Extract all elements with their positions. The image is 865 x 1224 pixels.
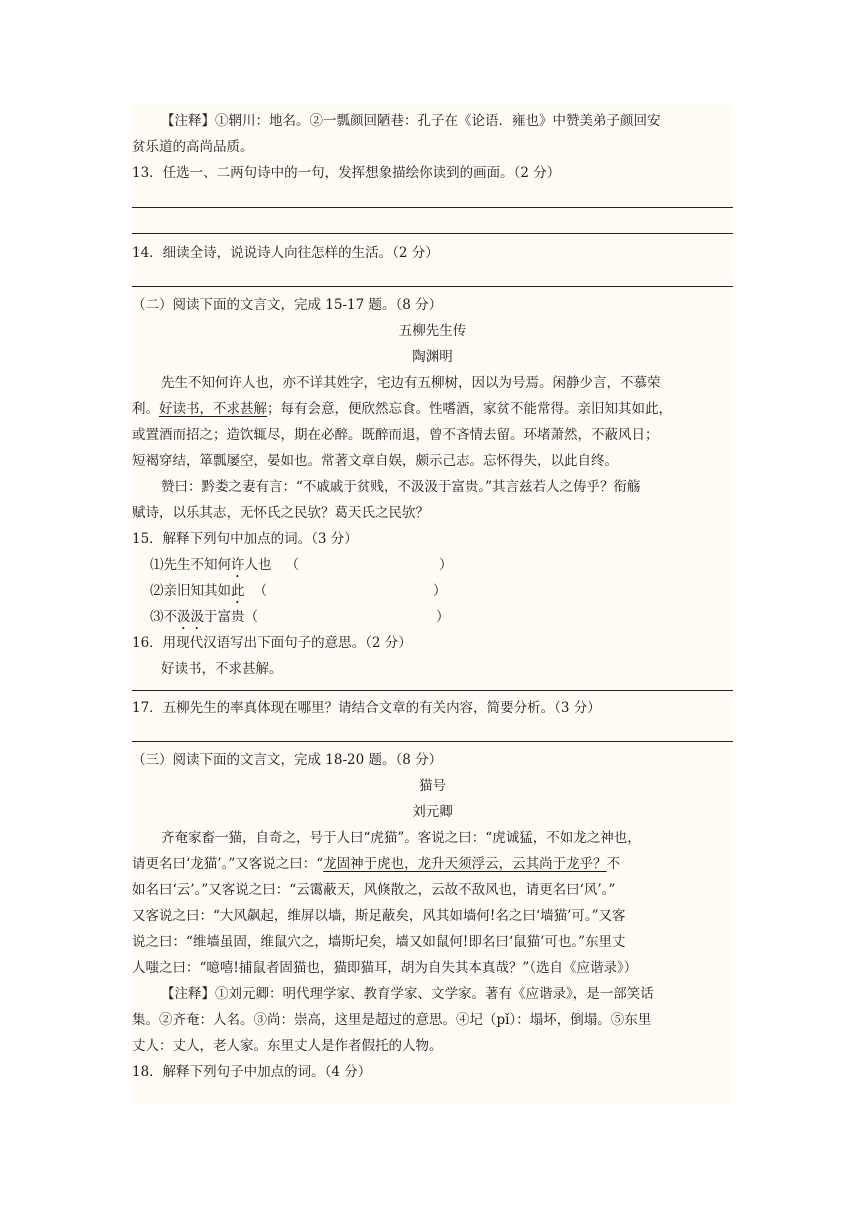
passage-text: ；每有会意，便欣然忘食。性嗜酒，家贫不能常得。亲旧知其如此， bbox=[267, 401, 672, 417]
passage-text: 利。 bbox=[132, 401, 159, 417]
passage-line: 人嗤之曰：“噫嘻!捕鼠者固猫也，猫即猫耳，胡为自失其本真哉？”（选自《应谐录》） bbox=[132, 960, 638, 976]
passage-author: 陶渊明 bbox=[412, 349, 453, 365]
dotted-word: 许 bbox=[231, 557, 245, 573]
question-15: 15．解释下列句中加点的词。（3 分） bbox=[132, 531, 358, 547]
exam-content bbox=[132, 105, 733, 1105]
passage-line bbox=[132, 396, 733, 422]
question-16-sentence: 好读书，不求甚解。 bbox=[161, 661, 283, 677]
answer-paren-close: ） bbox=[433, 583, 447, 599]
question-15-item bbox=[132, 604, 733, 630]
passage-line: 说之曰：“维墙虽固，维鼠穴之，墙斯圮矣，墙又如鼠何!即名曰‘鼠猫’可也。”东里丈 bbox=[132, 934, 626, 950]
passage-line: 赞曰：黔娄之妻有言：“不戚戚于贫贱，不汲汲于富贵。”其言兹若人之俦乎？衔觞 bbox=[161, 479, 641, 495]
dotted-word: 此 bbox=[231, 583, 245, 599]
underlined-text: 好读书，不求甚解 bbox=[159, 401, 267, 417]
answer-paren-open: （ bbox=[285, 557, 299, 573]
item-text: ⑶不 bbox=[150, 609, 177, 625]
item-text: 于富贵 bbox=[204, 609, 245, 625]
annotation-line: 【注释】①辋川：地名。②一瓢颜回陋巷：孔子在《论语．雍也》中赞美弟子颜回安 bbox=[161, 113, 661, 129]
passage-line: 赋诗，以乐其志，无怀氏之民欤？葛天氏之民欤？ bbox=[132, 505, 429, 521]
question-15-item bbox=[132, 578, 733, 604]
note-line: 丈人：丈人，老人家。东里丈人是作者假托的人物。 bbox=[132, 1038, 443, 1054]
underlined-text: 龙固神于虎也，龙升天须浮云，云其尚于龙乎？ bbox=[323, 856, 607, 872]
passage-line bbox=[132, 851, 733, 877]
passage-line: 或置酒而招之；造饮辄尽，期在必醉。既醉而退，曾不吝情去留。环堵萧然，不蔽风日； bbox=[132, 427, 659, 443]
question-15-item bbox=[132, 552, 733, 578]
dotted-word: 汲汲 bbox=[177, 609, 204, 625]
passage-line: 先生不知何许人也，亦不详其姓字，宅边有五柳树，因以为号焉。闲静少言，不慕荣 bbox=[161, 375, 661, 391]
answer-paren-open: （ bbox=[244, 609, 258, 625]
answer-paren-close: ） bbox=[439, 557, 453, 573]
item-text: ⑵亲旧知其如 bbox=[150, 583, 231, 599]
answer-paren-close: ） bbox=[436, 609, 450, 625]
passage-line: 如名曰‘云’。”又客说之曰：“云霭蔽天，风倏散之，云故不敌风也，请更名曰‘风’。” bbox=[132, 882, 616, 898]
passage-title: 猫号 bbox=[419, 778, 446, 794]
answer-paren-open: （ bbox=[253, 583, 267, 599]
question-14: 14．细读全诗，说说诗人向往怎样的生活。（2 分） bbox=[132, 245, 439, 261]
passage-line: 齐奄家畜一猫，自奇之，号于人曰“虎猫”。客说之曰：“虎诚猛，不如龙之神也， bbox=[161, 830, 641, 846]
passage-author: 刘元卿 bbox=[412, 804, 453, 820]
item-text: 人也 bbox=[244, 557, 272, 573]
passage-text: 不 bbox=[606, 856, 621, 872]
note-line: 【注释】①刘元卿：明代理学家、教育学家、文学家。著有《应谐录》，是一部笑话 bbox=[161, 986, 654, 1002]
question-16: 16．用现代汉语写出下面句子的意思。（2 分） bbox=[132, 635, 412, 651]
passage-text: 请更名曰‘龙猫’。”又客说之曰：“ bbox=[132, 856, 324, 872]
question-13: 13．任选一、二两句诗中的一句，发挥想象描绘你读到的画面。（2 分） bbox=[132, 165, 561, 181]
note-line: 集。②齐奄：人名。③尚：崇高，这里是超过的意思。④圮（pǐ）：塌坏，倒塌。⑤东里 bbox=[132, 1012, 652, 1028]
question-17: 17．五柳先生的率真体现在哪里？请结合文章的有关内容，简要分析。（3 分） bbox=[132, 700, 601, 716]
section-heading: （三）阅读下面的文言文，完成 18-20 题。（8 分） bbox=[132, 752, 443, 768]
annotation-line: 贫乐道的高尚品质。 bbox=[132, 139, 254, 155]
section-heading: （二）阅读下面的文言文，完成 15-17 题。（8 分） bbox=[132, 297, 443, 313]
passage-line: 又客说之曰：“大风飙起，维屏以墙，斯足蔽矣，风其如墙何!名之曰‘墙猫’可。”又客 bbox=[132, 908, 626, 924]
question-18: 18．解释下列句子中加点的词。（4 分） bbox=[132, 1064, 372, 1080]
item-text: ⑴先生不知何 bbox=[150, 557, 231, 573]
passage-title: 五柳先生传 bbox=[398, 323, 467, 339]
passage-line: 短褐穿结，箪瓢屡空，晏如也。常著文章自娱，颇示己志。忘怀得失，以此自终。 bbox=[132, 453, 618, 469]
